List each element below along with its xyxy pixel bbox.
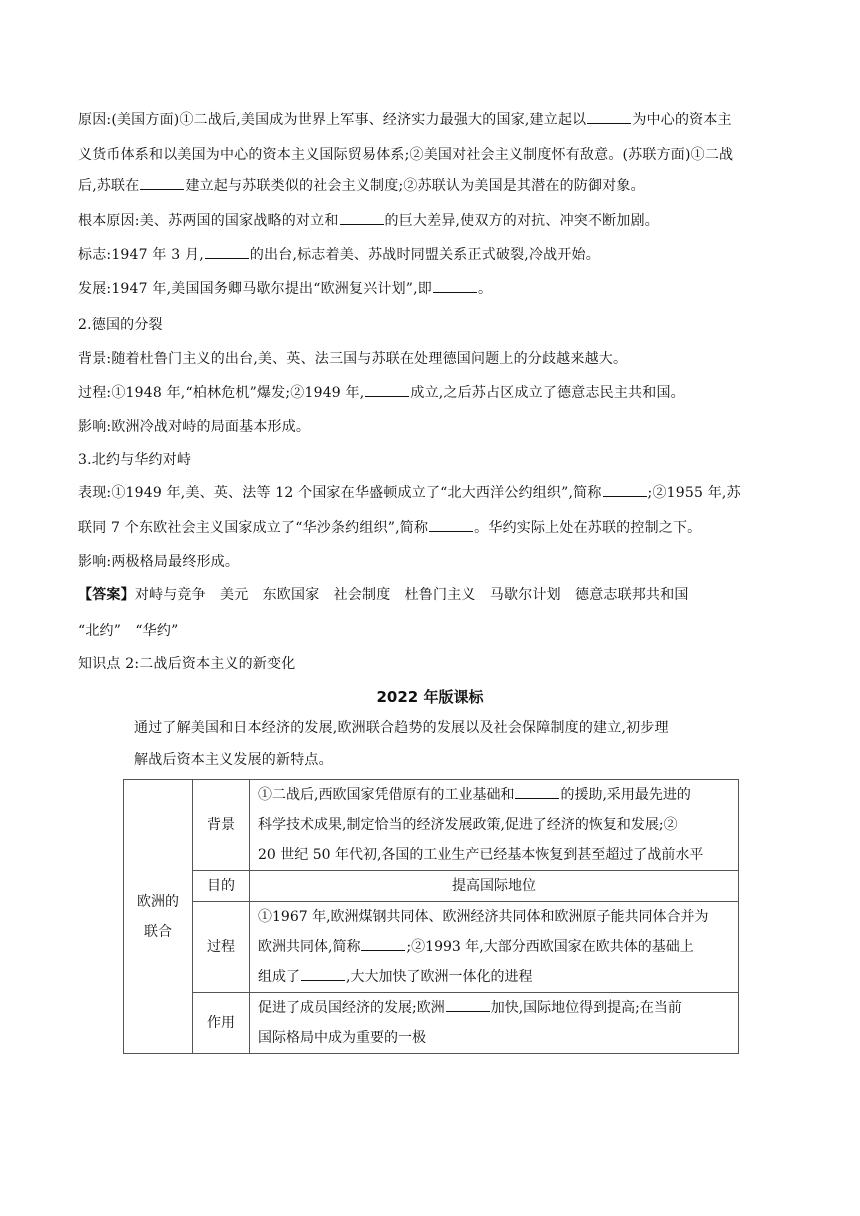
impact-text-2: 影响:两极格局最终形成。: [78, 554, 240, 570]
fill-blank[interactable]: [515, 786, 559, 799]
heading-nato-warsaw: 3.北约与华约对峙: [78, 452, 192, 468]
table-row: [124, 993, 739, 1054]
group-cell: [124, 780, 193, 1054]
curriculum-title: 2022 年版课标: [376, 688, 484, 706]
text-line: [78, 417, 310, 437]
group-label-1: 欧洲的: [137, 893, 179, 910]
fill-blank[interactable]: [365, 384, 409, 397]
text-line: [78, 211, 659, 231]
text-line: [134, 750, 333, 770]
process-text: 过程:①1948 年,“柏林危机”爆发;②1949 年,: [78, 385, 365, 401]
background-cell: ①二战后,西欧国家凭借原有的工业基础和 的援助,采用最先进的 科学技术成果,制定恰当的经济发展政策,促进了经济的恢复和发展;② 20 世纪 50 年代初,各国的工业生产已经基本恢复到甚至超过了战前水平: [250, 780, 739, 871]
cause-text: 义货币体系和以美国为中心的资本主义国际贸易体系;②美国对社会主义制度怀有敌意。(苏联方面)①二战: [78, 147, 734, 163]
heading-germany-split: 2.德国的分裂: [78, 317, 163, 333]
table-row: [124, 780, 739, 871]
fill-blank[interactable]: [433, 280, 477, 293]
fill-blank[interactable]: [429, 519, 473, 532]
row-label-goal: 目的: [193, 871, 250, 902]
answer-text-2: “北约” “华约”: [78, 623, 179, 639]
fill-blank[interactable]: [301, 968, 345, 981]
development-text: 发展:1947 年,美国国务卿马歇尔提出“欧洲复兴计划”,即: [78, 281, 433, 297]
fill-blank[interactable]: [205, 246, 249, 259]
sign-text-cont: 的出台,标志着美、苏战时同盟关系正式破裂,冷战开始。: [249, 247, 600, 263]
manifest-text-2: 联同 7 个东欧社会主义国家成立了“华沙条约组织”,简称: [78, 520, 429, 536]
text-line: [78, 552, 239, 572]
fill-blank[interactable]: [446, 999, 490, 1012]
section-heading: [78, 450, 191, 470]
fill-blank[interactable]: [603, 484, 647, 497]
manifest-text-cont: ;②1955 年,苏: [647, 485, 741, 501]
cause-us-text: 原因:(美国方面)①二战后,美国成为世界上军事、经济实力最强大的国家,建立起以: [78, 112, 587, 128]
text-line: [134, 718, 669, 738]
root-cause-text: 根本原因:美、苏两国的国家战略的对立和: [78, 213, 339, 229]
cause-su-text: 后,苏联在: [78, 178, 140, 194]
process-text-cont: 成立,之后苏占区成立了德意志民主共和国。: [410, 385, 685, 401]
group-label-2: 联合: [144, 923, 172, 940]
section-heading: [78, 315, 163, 335]
goal-cell: 提高国际地位: [250, 871, 739, 902]
knowledge-point: [78, 654, 295, 674]
text-line: [78, 245, 600, 265]
text-line: [78, 110, 732, 130]
fill-blank[interactable]: [140, 177, 184, 190]
cause-su-text-cont: 建立起与苏联类似的社会主义制度;②苏联认为美国是其潜在的防御对象。: [185, 178, 645, 194]
text-line: [78, 279, 492, 299]
row-label-background: 背景: [193, 780, 250, 871]
row-label-process: 过程: [193, 902, 250, 993]
text-line: [78, 145, 733, 165]
effect-cell: 促进了成员国经济的发展;欧洲 加快,国际地位得到提高;在当前 国际格局中成为重要的一极: [250, 993, 739, 1054]
knowledge-table: [123, 779, 739, 1054]
row-label-effect: 作用: [193, 993, 250, 1054]
fill-blank[interactable]: [340, 212, 384, 225]
text-line: [78, 483, 741, 503]
answer-line: [78, 585, 689, 605]
fill-blank[interactable]: [587, 111, 631, 124]
background-text: 背景:随着杜鲁门主义的出台,美、英、法三国与苏联在处理德国问题上的分歧越来越大。: [78, 351, 628, 367]
curriculum-text-cont: 解战后资本主义发展的新特点。: [134, 752, 333, 768]
table-row: [124, 902, 739, 993]
table-row: [124, 871, 739, 902]
answer-text: 对峙与竞争 美元 东欧国家 社会制度 杜鲁门主义 马歇尔计划 德意志联邦共和国: [134, 587, 689, 603]
manifest-text-2-cont: 。华约实际上处在苏联的控制之下。: [474, 520, 702, 536]
text-line: [78, 383, 685, 403]
impact-text: 影响:欧洲冷战对峙的局面基本形成。: [78, 419, 311, 435]
process-cell: ①1967 年,欧洲煤钢共同体、欧洲经济共同体和欧洲原子能共同体合并为 欧洲共同体,简称 ;②1993 年,大部分西欧国家在欧共体的基础上 组成了 ,大大加快了欧洲一体化的进程: [250, 902, 739, 993]
development-text-cont: 。: [478, 281, 493, 297]
text-line: [78, 349, 627, 369]
answer-tag: 【答案】: [78, 587, 135, 603]
text-line: [78, 176, 645, 196]
sign-text: 标志:1947 年 3 月,: [78, 247, 204, 263]
fill-blank[interactable]: [361, 938, 405, 951]
text-line: [78, 518, 701, 538]
cause-us-text-cont: 为中心的资本主: [632, 112, 732, 128]
root-cause-text-cont: 的巨大差异,使双方的对抗、冲突不断加剧。: [384, 213, 659, 229]
knowledge-point-2: 知识点 2:二战后资本主义的新变化: [78, 656, 296, 672]
manifest-text: 表现:①1949 年,美、英、法等 12 个国家在华盛顿成立了“北大西洋公约组织”,简称: [78, 485, 602, 501]
answer-line: [78, 621, 178, 641]
curriculum-text: 通过了解美国和日本经济的发展,欧洲联合趋势的发展以及社会保障制度的建立,初步理: [134, 720, 669, 736]
